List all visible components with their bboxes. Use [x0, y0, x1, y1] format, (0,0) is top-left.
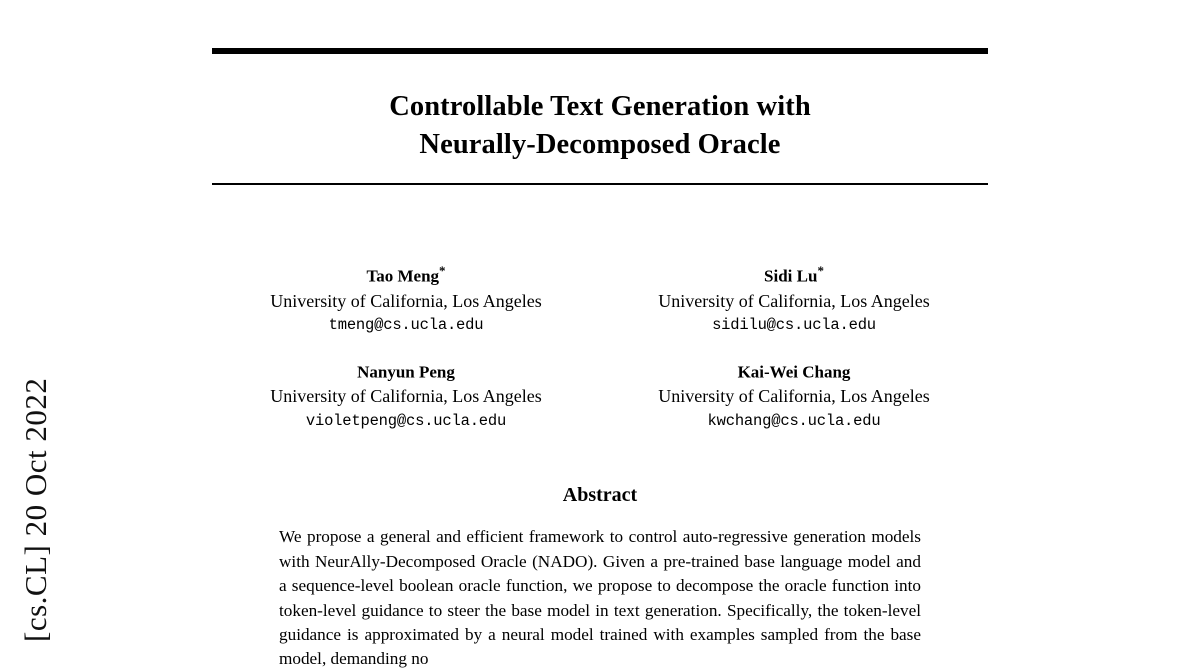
- author-name-text: Sidi Lu: [764, 266, 818, 286]
- page-title: [212, 88, 988, 164]
- author-name-text: Tao Meng: [366, 266, 440, 286]
- author-affiliation: University of California, Los Angeles: [658, 290, 930, 311]
- arxiv-stamp-text: [cs.CL] 20 Oct 2022: [18, 377, 53, 642]
- author-block: [212, 263, 600, 337]
- author-name-text: Kai-Wei Chang: [737, 362, 851, 382]
- author-footnote-marker: *: [817, 262, 824, 278]
- abstract-heading: Abstract: [562, 484, 638, 507]
- author-affiliation: University of California, Los Angeles: [658, 386, 930, 407]
- author-name: [212, 263, 600, 288]
- title-top-rule: [212, 48, 988, 54]
- title-bottom-rule: [212, 183, 988, 185]
- author-email[interactable]: violetpeng@cs.ucla.edu: [305, 411, 507, 430]
- title-line-1: Controllable Text Generation with: [389, 91, 811, 122]
- author-email[interactable]: sidilu@cs.ucla.edu: [712, 315, 876, 334]
- paper-page: [212, 0, 988, 669]
- author-block: [600, 359, 988, 433]
- author-affiliation: University of California, Los Angeles: [270, 290, 542, 311]
- author-list: [212, 263, 988, 432]
- author-email[interactable]: kwchang@cs.ucla.edu: [707, 411, 881, 430]
- abstract-body: We propose a general and efficient framework to control auto-regressive generation models with NeurAlly-Decomposed Oracle (NADO). Given a pre-trained base language model and a sequence-level boolean oracle function, we propose to decompose the oracle function into token-level guidance to steer the base model in text generation. Specifically, the token-level guidance is approximated by a neural model trained with examples sampled from the base model, demanding no: [279, 527, 921, 669]
- author-name-text: Nanyun Peng: [357, 362, 455, 382]
- title-line-2: Neurally-Decomposed Oracle: [419, 128, 781, 160]
- author-block: [212, 359, 600, 433]
- author-footnote-marker: *: [439, 262, 446, 278]
- author-name: [600, 263, 988, 288]
- author-name: [212, 359, 600, 384]
- arxiv-identifier-stamp: [0, 0, 72, 648]
- author-affiliation: University of California, Los Angeles: [270, 386, 542, 407]
- author-block: [600, 263, 988, 337]
- author-email[interactable]: tmeng@cs.ucla.edu: [328, 315, 484, 334]
- author-name: [600, 359, 988, 384]
